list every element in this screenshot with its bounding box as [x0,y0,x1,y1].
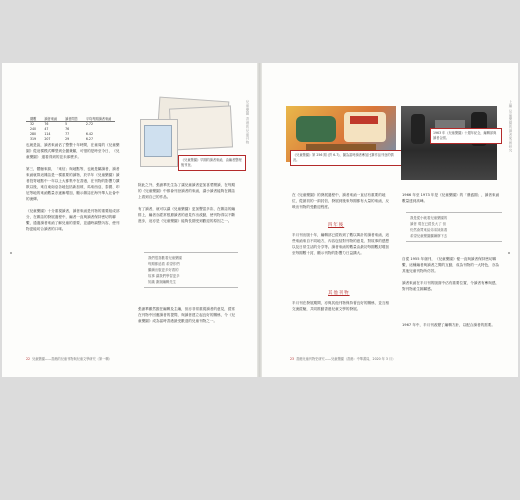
table-cell: 76 [65,127,70,131]
comic-photo-caption: 《兒童樂園》第 256 期 (頁 6-7)，圖為當時讀者參加比賽作品刊登的情況。 [290,150,402,166]
bw-photo-caption: 1963 年《兒童樂園》十週年紀念，編輯部與讀者合照。 [430,128,502,144]
table-cell: 6.42 [85,132,93,136]
right-col2-text-b: 自從 1955 年創刊，《兒童樂園》便一直與讀者保持密切聯繫，這種編者與讀者之間的互動，成為刊物的一大特色，亦為其他兒童刊物所仿效。 讀者來函在半月刊的版面中佔有重要位置，令讀者有參與感，對刊物產生歸屬感。 [402,257,500,291]
left-reader-quote: 我們很喜歡看兒童樂園 每期都追看 希望你們 繼續出版更多好看的 故事 讓我們學習更多 知識 謝謝編輯先生 [144,252,238,288]
right-col1-text-b: 半月刊出版十年，編輯部已經收到了數以萬計的讀者來函，這些來函來自不同地方，內容包括對刊物的意見、對故事的感想以及日常生活的分享等。讀者來函的數量由最初每期數封增加至每期數十封，顯示刊物的影響力日益擴大。 [292,233,390,255]
left-col2-text: 除此之外，張浦華先生為了讓兒童讀者更加喜愛閱讀，在每期的《兒童樂園》中都會刊登讀者的來函，讓小讀者能夠在雜誌上看到自己的作品。 有了讀者，就可以讓《兒童樂園》更加豐富多彩，在雜誌的編排上，編者亦經常根據讀者的意見作出改動，使刊物得以不斷進步，這亦是《兒童樂園》能夠長期受到歡迎的原因之一。 [138,183,236,223]
table-header-cell: 讀者來函 [40,116,61,122]
right-footer-title: 香港兒童刊物史研究——兒童樂園（香港：中華書局，2020 年 3 月） [296,357,396,361]
letters-caption: 《兒童樂園》早期的讀者來函，由編者整理後刊登。 [178,155,246,171]
right-col2-text: 1966 年至 1973 年是《兒童樂園》的「鼎盛期」，讀者來函數量達到高峰。 [402,193,500,203]
table-cell: 280 [30,132,37,136]
table-cell: 2.72 [85,122,93,126]
table-cell: 77 [65,132,70,136]
right-margin-dot [508,252,510,254]
table-header-cell: 平均每期讀者來函 [82,116,116,122]
right-heading-1: 四年後 [328,223,345,228]
table-header-cell: 讀者問答 [61,116,82,122]
table-cell: 47 [44,127,49,131]
left-col1-text: 也就是說，讀者來函佔了整整十年時間，在童周的《兒童樂園》從這樣模式轉型到全盤兼顧，可惜的是時至今日，《兒童樂園》 還看得到的並未那麼多。 第三，體驗來源，「來信」與地點等，也就是屬讀者，讀者來函就算這雜誌是一樣重要的讀物，於早年《兒童樂園》讀者投寄地點中一年以上大都集中在香港，在刊物的影響力擴散以後，來自東南亞各地包括新加坡、馬來西亞、泰國、印尼等地的來函數量亦逐漸增加，顯示雜誌在海外華人社會中的流傳。 《兒童樂園》十分重視讀者，讀者來函是刊物的重要組成部分，在雜誌的發展過程中，編者一直與讀者保持密切的聯繫，通過讀者來函了解兒童的需要，並適時調整內容，使刊物更能切合讀者的口味。 [26,143,120,231]
left-side-running-head: 兒童樂園 香港的兒童刊物 [245,100,249,145]
table-header-cell: 期數 [26,116,40,122]
table-cell: 76 [44,122,49,126]
table-cell: 207 [44,137,51,141]
right-footer [290,356,395,361]
left-page-number: 22 [26,357,31,361]
table-cell: 240 [30,127,37,131]
right-heading-2: 其他刊物 [328,291,350,296]
table-cell: 319 [30,137,37,141]
left-footer [26,356,112,361]
right-side-running-head: 上編 兒童樂園的讀者來函研究 [508,100,512,153]
scanned-letters-image [140,99,230,159]
right-col1-text: 在《兒童樂園》的發展過程中，讀者來函一直佔有重要的地位，從最初的一兩封信，發展到後來每期都有大量的來函，反映出刊物的受歡迎程度。 [292,193,390,209]
right-col2-text-c: 1967 年中，半月刊改變了編輯方針，以配合讀者的需要。 [402,323,495,327]
left-col2-text-b: 張浦華雖然擔任編輯及主編，但亦非常重視讀者的意見，經常在刊物中回應讀者的提問，與讀者建立起良好的關係，令《兒童樂園》成為當時香港最受歡迎的兒童刊物之一。 [138,307,236,323]
left-margin-dot [10,252,12,254]
right-col1-text-c: 半月刊在發展期間，亦與其他刊物保持著良好的關係，並互相交流經驗，共同推動香港兒童文學的發展。 [292,301,390,311]
table-cell: 32 [30,122,35,126]
readers-letters-table [26,116,115,142]
right-reader-quote: 我是從小就看兒童樂園的 讀者 現在已經長大了 但 仍然會買來給弟弟妹妹看 希望兒童樂園繼續辦下去 [406,212,502,242]
right-page-number: 23 [290,357,295,361]
table-cell: 6.27 [85,137,93,141]
table-cell: 5 [65,122,68,126]
table-cell: 114 [44,132,51,136]
table-cell: 29 [65,137,70,141]
left-footer-title: 兒童樂園——香港的兒童刊物與兒童文學研究（第一輯） [32,357,112,361]
